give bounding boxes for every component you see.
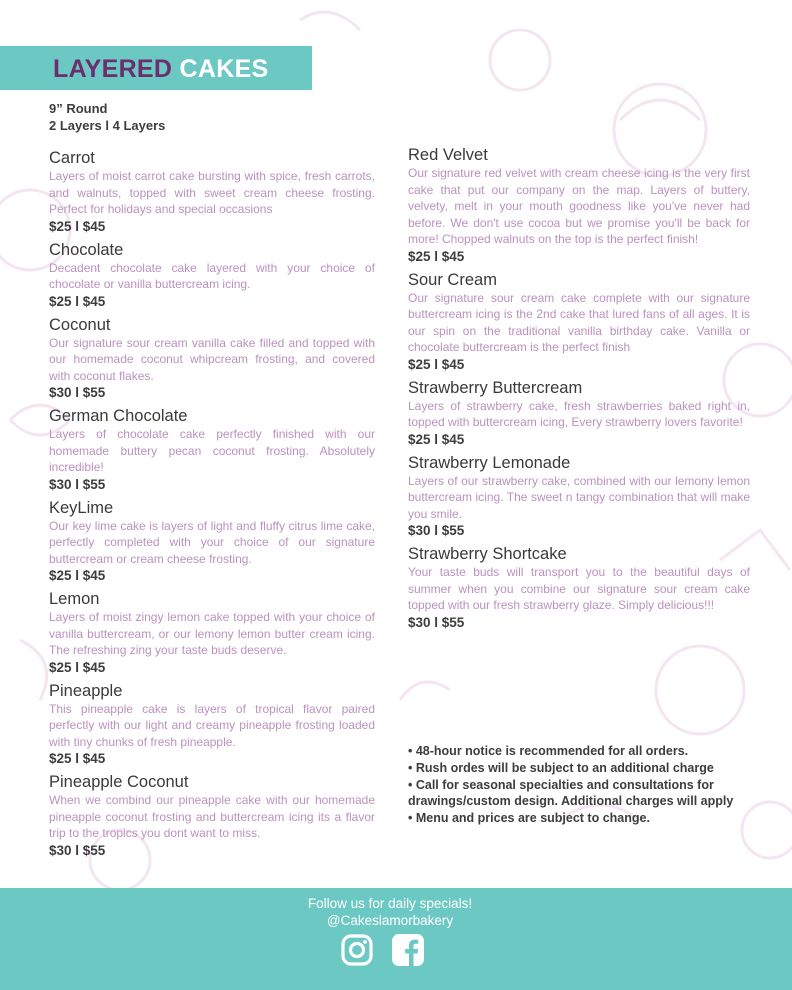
cake-description: Our signature red velvet with cream cheese icing is the very first cake that put our company on the map. Layers of buttery, velvety, melt in your mouth goodness like you've never had before. We don't use cocoa but we promise you'll be back for more! Chopped walnuts on the top is the perfect finish!: [408, 166, 750, 246]
cake-description: When we combind our pineapple cake with our homemade pineapple coconut frosting and buttercream icing its a flavor trip to the tropics you dont want to miss.: [49, 793, 375, 840]
cake-description: Layers of moist zingy lemon cake topped with your choice of vanilla buttercream, or our lemony lemon butter cream icing. The refreshing zing your taste buds deserve.: [49, 610, 375, 657]
cake-price: $25 l $45: [49, 568, 106, 583]
size-round: 9” Round: [49, 101, 108, 116]
follow-text: Follow us for daily specials!: [307, 896, 473, 911]
size-info: [49, 100, 165, 134]
note-item: • Rush ordes will be subject to an additional charge: [408, 760, 714, 775]
cake-name: Strawberry Shortcake: [408, 545, 567, 563]
cake-name: Sour Cream: [408, 270, 497, 289]
cake-price: $30 l $55: [49, 385, 106, 400]
cake-name: Strawberry Lemonade: [408, 453, 571, 472]
cake-name: Strawberry Buttercream: [408, 378, 583, 397]
cake-name: Lemon: [49, 590, 100, 608]
menu-item: [408, 146, 750, 266]
cake-name: Carrot: [49, 149, 95, 167]
cake-description: Your taste buds will transport you to the beautiful days of summer when you combine our signature sour cream cake topped with our fresh strawberry glaze. Simply delicious!!!: [408, 565, 750, 612]
cake-price: $30 l $55: [408, 614, 465, 630]
instagram-icon[interactable]: [340, 933, 374, 967]
section-title-word-cakes: CAKES: [179, 55, 269, 83]
menu-item: [49, 407, 375, 494]
menu-item: [408, 454, 750, 541]
menu-item: [49, 316, 375, 403]
order-notes: [408, 743, 738, 827]
cake-price: $25 l $45: [408, 431, 465, 447]
cake-name: German Chocolate: [49, 407, 188, 425]
menu-item: [49, 241, 375, 311]
size-layers: 2 Layers l 4 Layers: [49, 118, 166, 133]
menu-column-right: [408, 146, 750, 637]
menu-item: [49, 499, 375, 586]
cake-price: $25 l $45: [408, 356, 465, 372]
note-item: • Call for seasonal specialties and consultations for drawings/custom design. Additional charges will apply: [408, 777, 734, 809]
cake-name: Pineapple Coconut: [49, 773, 189, 791]
menu-item: [408, 545, 750, 632]
cake-price: $30 l $55: [408, 523, 465, 538]
note-item: • Menu and prices are subject to change.: [408, 811, 650, 826]
cake-description: Layers of strawberry cake, fresh strawberries baked right in, topped with buttercream icing, Every strawberry lovers favorite!: [408, 398, 750, 429]
cake-description: Our key lime cake is layers of light and fluffy citrus lime cake, perfectly completed with your choice of our signature buttercream or cream cheese frosting.: [49, 518, 375, 566]
cake-description: Layers of our strawberry cake, combined with our lemony lemon buttercream icing. The sweet n tangy combination that will make you smile.: [408, 473, 750, 521]
note-item: • 48-hour notice is recommended for all orders.: [408, 744, 689, 758]
menu-item: [49, 773, 375, 860]
cake-description: Layers of chocolate cake perfectly finished with our homemade buttery pecan coconut frosting. Absolutely incredible!: [49, 427, 375, 474]
cake-price: $25 l $45: [49, 218, 106, 234]
cake-price: $25 l $45: [49, 659, 106, 675]
cake-description: Our signature sour cream vanilla cake filled and topped with our homemade coconut whipcream frosting, and covered with coconut flakes.: [49, 335, 375, 383]
menu-column-left: [49, 149, 375, 865]
cake-description: This pineapple cake is layers of tropical flavor paired perfectly with our light and creamy pineapple frosting loaded with tiny chunks of fresh pineapple.: [49, 701, 375, 749]
section-title: [53, 56, 269, 82]
cake-description: Decadent chocolate cake layered with your choice of chocolate or vanilla buttercream icing.: [49, 260, 375, 291]
cake-name: Pineapple: [49, 681, 123, 700]
cake-price: $25 l $45: [49, 751, 106, 766]
menu-item: [49, 590, 375, 677]
cake-name: Red Velvet: [408, 146, 488, 164]
menu-item: [49, 149, 375, 236]
facebook-icon[interactable]: [391, 933, 425, 967]
section-banner: [0, 46, 312, 90]
cake-price: $25 l $45: [49, 293, 106, 309]
cake-price: $30 l $55: [49, 476, 106, 492]
social-handle[interactable]: @Cakeslamorbakery: [326, 913, 454, 928]
section-title-word-layered: LAYERED: [53, 55, 173, 83]
cake-price: $30 l $55: [49, 842, 106, 858]
menu-item: [408, 271, 750, 374]
cake-price: $25 l $45: [408, 248, 465, 264]
menu-item: [408, 379, 750, 449]
cake-name: Coconut: [49, 315, 111, 334]
menu-item: [49, 682, 375, 769]
cake-description: Layers of moist carrot cake bursting with spice, fresh carrots, and walnuts, topped with sweet cream cheese frosting. Perfect for holidays and special occasions: [49, 169, 375, 216]
cake-name: KeyLime: [49, 498, 114, 517]
cake-description: Our signature sour cream cake complete with our signature buttercream icing is the 2nd cake that lured fans of all ages. It is our spin on the traditional vanilla birthday cake. Vanilla or chocolate buttercream is the perfect finish: [408, 290, 750, 354]
footer: [0, 888, 792, 990]
cake-name: Chocolate: [49, 240, 124, 259]
